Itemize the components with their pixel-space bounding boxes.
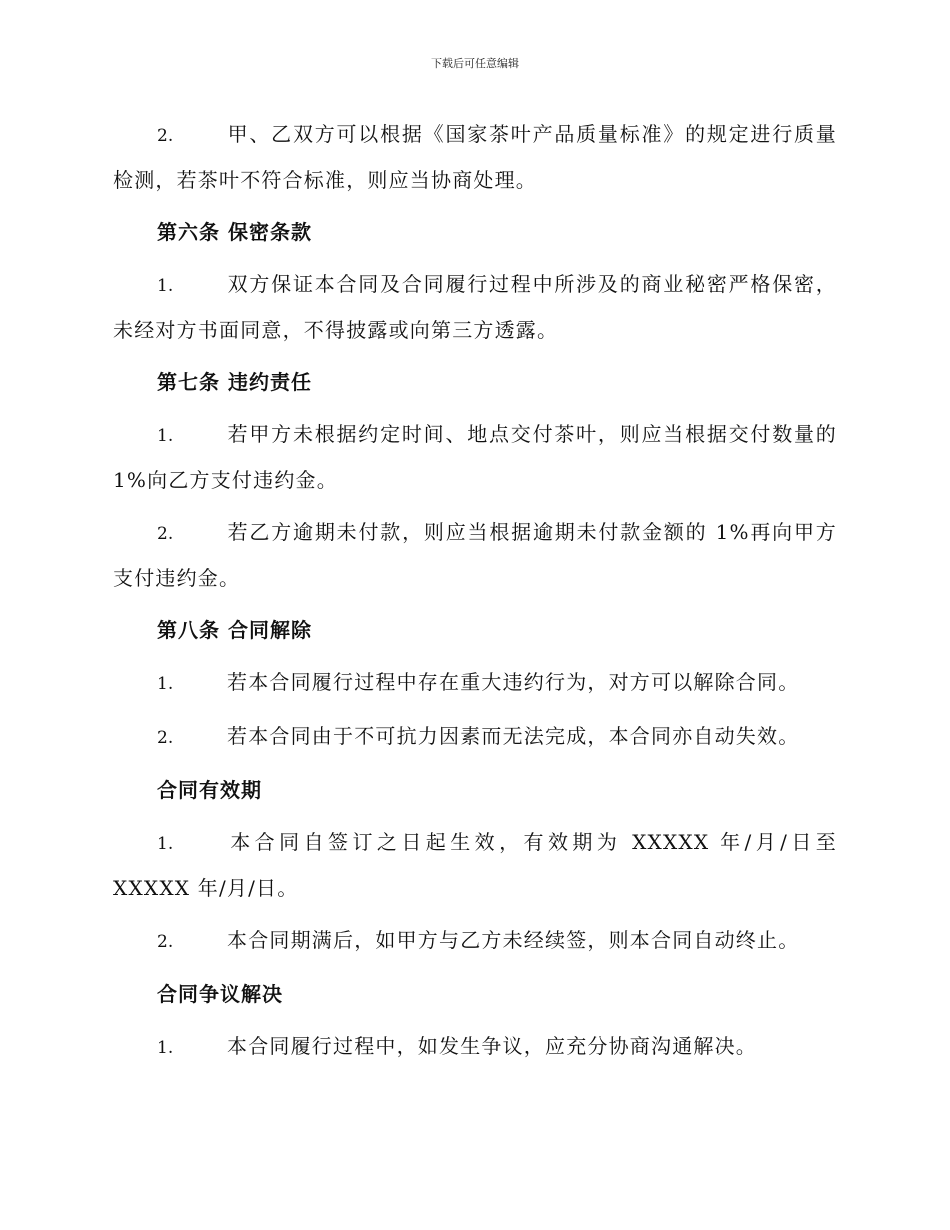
clause-text: 若本合同履行过程中存在重大违约行为，对方可以解除合同。 bbox=[227, 670, 800, 694]
clause-number: 1. bbox=[157, 1038, 174, 1058]
clause-item bbox=[113, 820, 837, 910]
clause-text: 本合同自签订之日起生效，有效期为 XXXXX 年/月/日至 XXXXX 年/月/日。 bbox=[113, 830, 837, 900]
clause-item bbox=[113, 262, 837, 352]
clause-number: 1. bbox=[157, 834, 174, 854]
document-body bbox=[113, 112, 837, 1078]
clause-item bbox=[113, 918, 837, 964]
clause-item bbox=[113, 510, 837, 600]
clause-number: 2. bbox=[157, 932, 174, 952]
section-heading: 第八条 合同解除 bbox=[157, 618, 312, 642]
section-heading: 第六条 保密条款 bbox=[157, 220, 312, 244]
clause-text: 若甲方未根据约定时间、地点交付茶叶，则应当根据交付数量的1%向乙方支付违约金。 bbox=[113, 422, 837, 492]
clause-text: 若本合同由于不可抗力因素而无法完成，本合同亦自动失效。 bbox=[227, 724, 800, 748]
clause-item bbox=[113, 112, 837, 202]
clause-text: 本合同期满后，如甲方与乙方未经续签，则本合同自动终止。 bbox=[227, 928, 800, 952]
clause-item bbox=[113, 412, 837, 502]
clause-item bbox=[113, 714, 837, 760]
header-note: 下载后可任意编辑 bbox=[431, 57, 519, 70]
clause-item bbox=[113, 660, 837, 706]
clause-number: 2. bbox=[157, 126, 174, 146]
clause-number: 1. bbox=[157, 276, 174, 296]
clause-text: 双方保证本合同及合同履行过程中所涉及的商业秘密严格保密，未经对方书面同意，不得披露或向第三方透露。 bbox=[113, 272, 837, 342]
clause-text: 甲、乙双方可以根据《国家茶叶产品质量标准》的规定进行质量检测，若茶叶不符合标准，则应当协商处理。 bbox=[113, 122, 837, 192]
section-heading: 合同有效期 bbox=[157, 778, 262, 802]
clause-number: 2. bbox=[157, 728, 174, 748]
clause-item bbox=[113, 1024, 837, 1070]
clause-number: 2. bbox=[157, 524, 174, 544]
clause-text: 本合同履行过程中，如发生争议，应充分协商沟通解决。 bbox=[227, 1034, 757, 1058]
clause-text: 若乙方逾期未付款，则应当根据逾期未付款金额的 1%再向甲方支付违约金。 bbox=[113, 520, 837, 590]
clause-number: 1. bbox=[157, 426, 174, 446]
section-heading: 第七条 违约责任 bbox=[157, 370, 312, 394]
clause-number: 1. bbox=[157, 674, 174, 694]
section-heading: 合同争议解决 bbox=[157, 982, 283, 1006]
